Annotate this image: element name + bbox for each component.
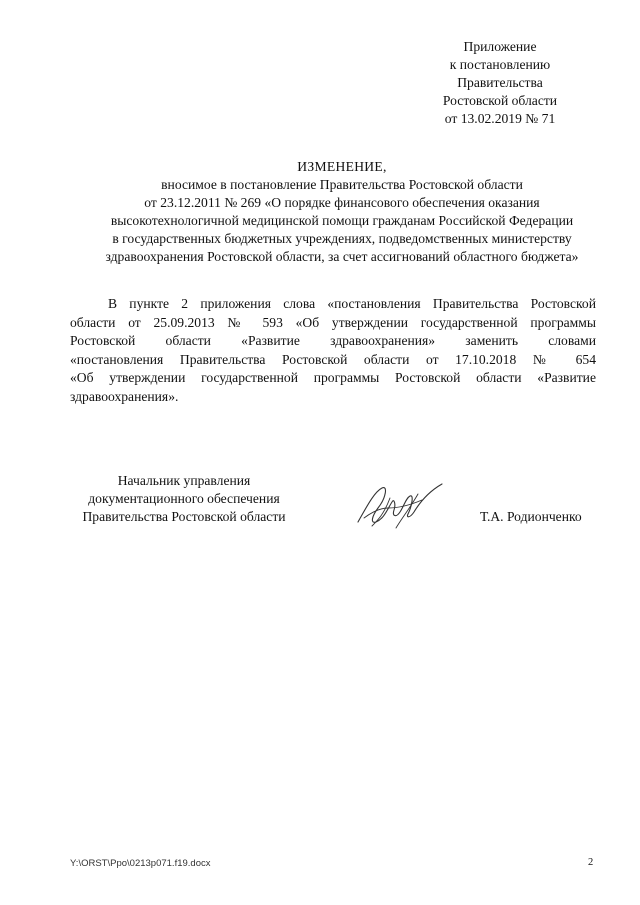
signer-position-line: документационного обеспечения	[88, 491, 280, 506]
body-line: В пункте 2 приложения слова «постановления Правительства Ростовской	[108, 296, 596, 311]
handwritten-signature	[352, 478, 448, 534]
appendix-line: к постановлению	[449, 57, 551, 72]
body-line: «постановления Правительства Ростовской области от 17.10.2018 № 654	[70, 351, 596, 367]
appendix-line: Правительства	[457, 75, 543, 90]
footer-file-path: Y:\ORST\Ppo\0213p071.f19.docx	[70, 858, 211, 869]
heading-line: вносимое в постановление Правительства Ростовской области	[161, 177, 523, 192]
body-paragraph	[70, 295, 596, 406]
appendix-date-line: от 13.02.2019 № 71	[444, 111, 556, 126]
signer-position-line: Начальник управления	[117, 473, 251, 488]
signer-name: Т.А. Родионченко	[480, 509, 582, 524]
appendix-block	[404, 38, 596, 128]
body-line: Ростовской области «Развитие здравоохранения» заменить словами	[70, 333, 596, 348]
body-line: «Об утверждении государственной программы Ростовской области «Развитие	[70, 370, 596, 385]
page-number: 2	[588, 857, 594, 868]
signer-position	[66, 472, 302, 526]
appendix-line: Ростовской области	[442, 93, 558, 108]
body-line: области от 25.09.2013 № 593 «Об утверждении государственной программы	[70, 314, 596, 330]
heading-line: высокотехнологичной медицинской помощи гражданам Российской Федерации	[110, 213, 574, 228]
signer-position-line: Правительства Ростовской области	[82, 509, 286, 524]
body-line: здравоохранения».	[70, 388, 179, 404]
heading-line: от 23.12.2011 № 269 «О порядке финансового обеспечения оказания	[144, 195, 540, 210]
document-heading	[44, 158, 640, 266]
heading-title: ИЗМЕНЕНИЕ,	[297, 159, 387, 174]
heading-line: здравоохранения Ростовской области, за счет ассигнований областного бюджета»	[105, 249, 579, 264]
heading-line: в государственных бюджетных учреждениях, подведомственных министерству	[112, 231, 572, 246]
appendix-line: Приложение	[463, 39, 537, 54]
